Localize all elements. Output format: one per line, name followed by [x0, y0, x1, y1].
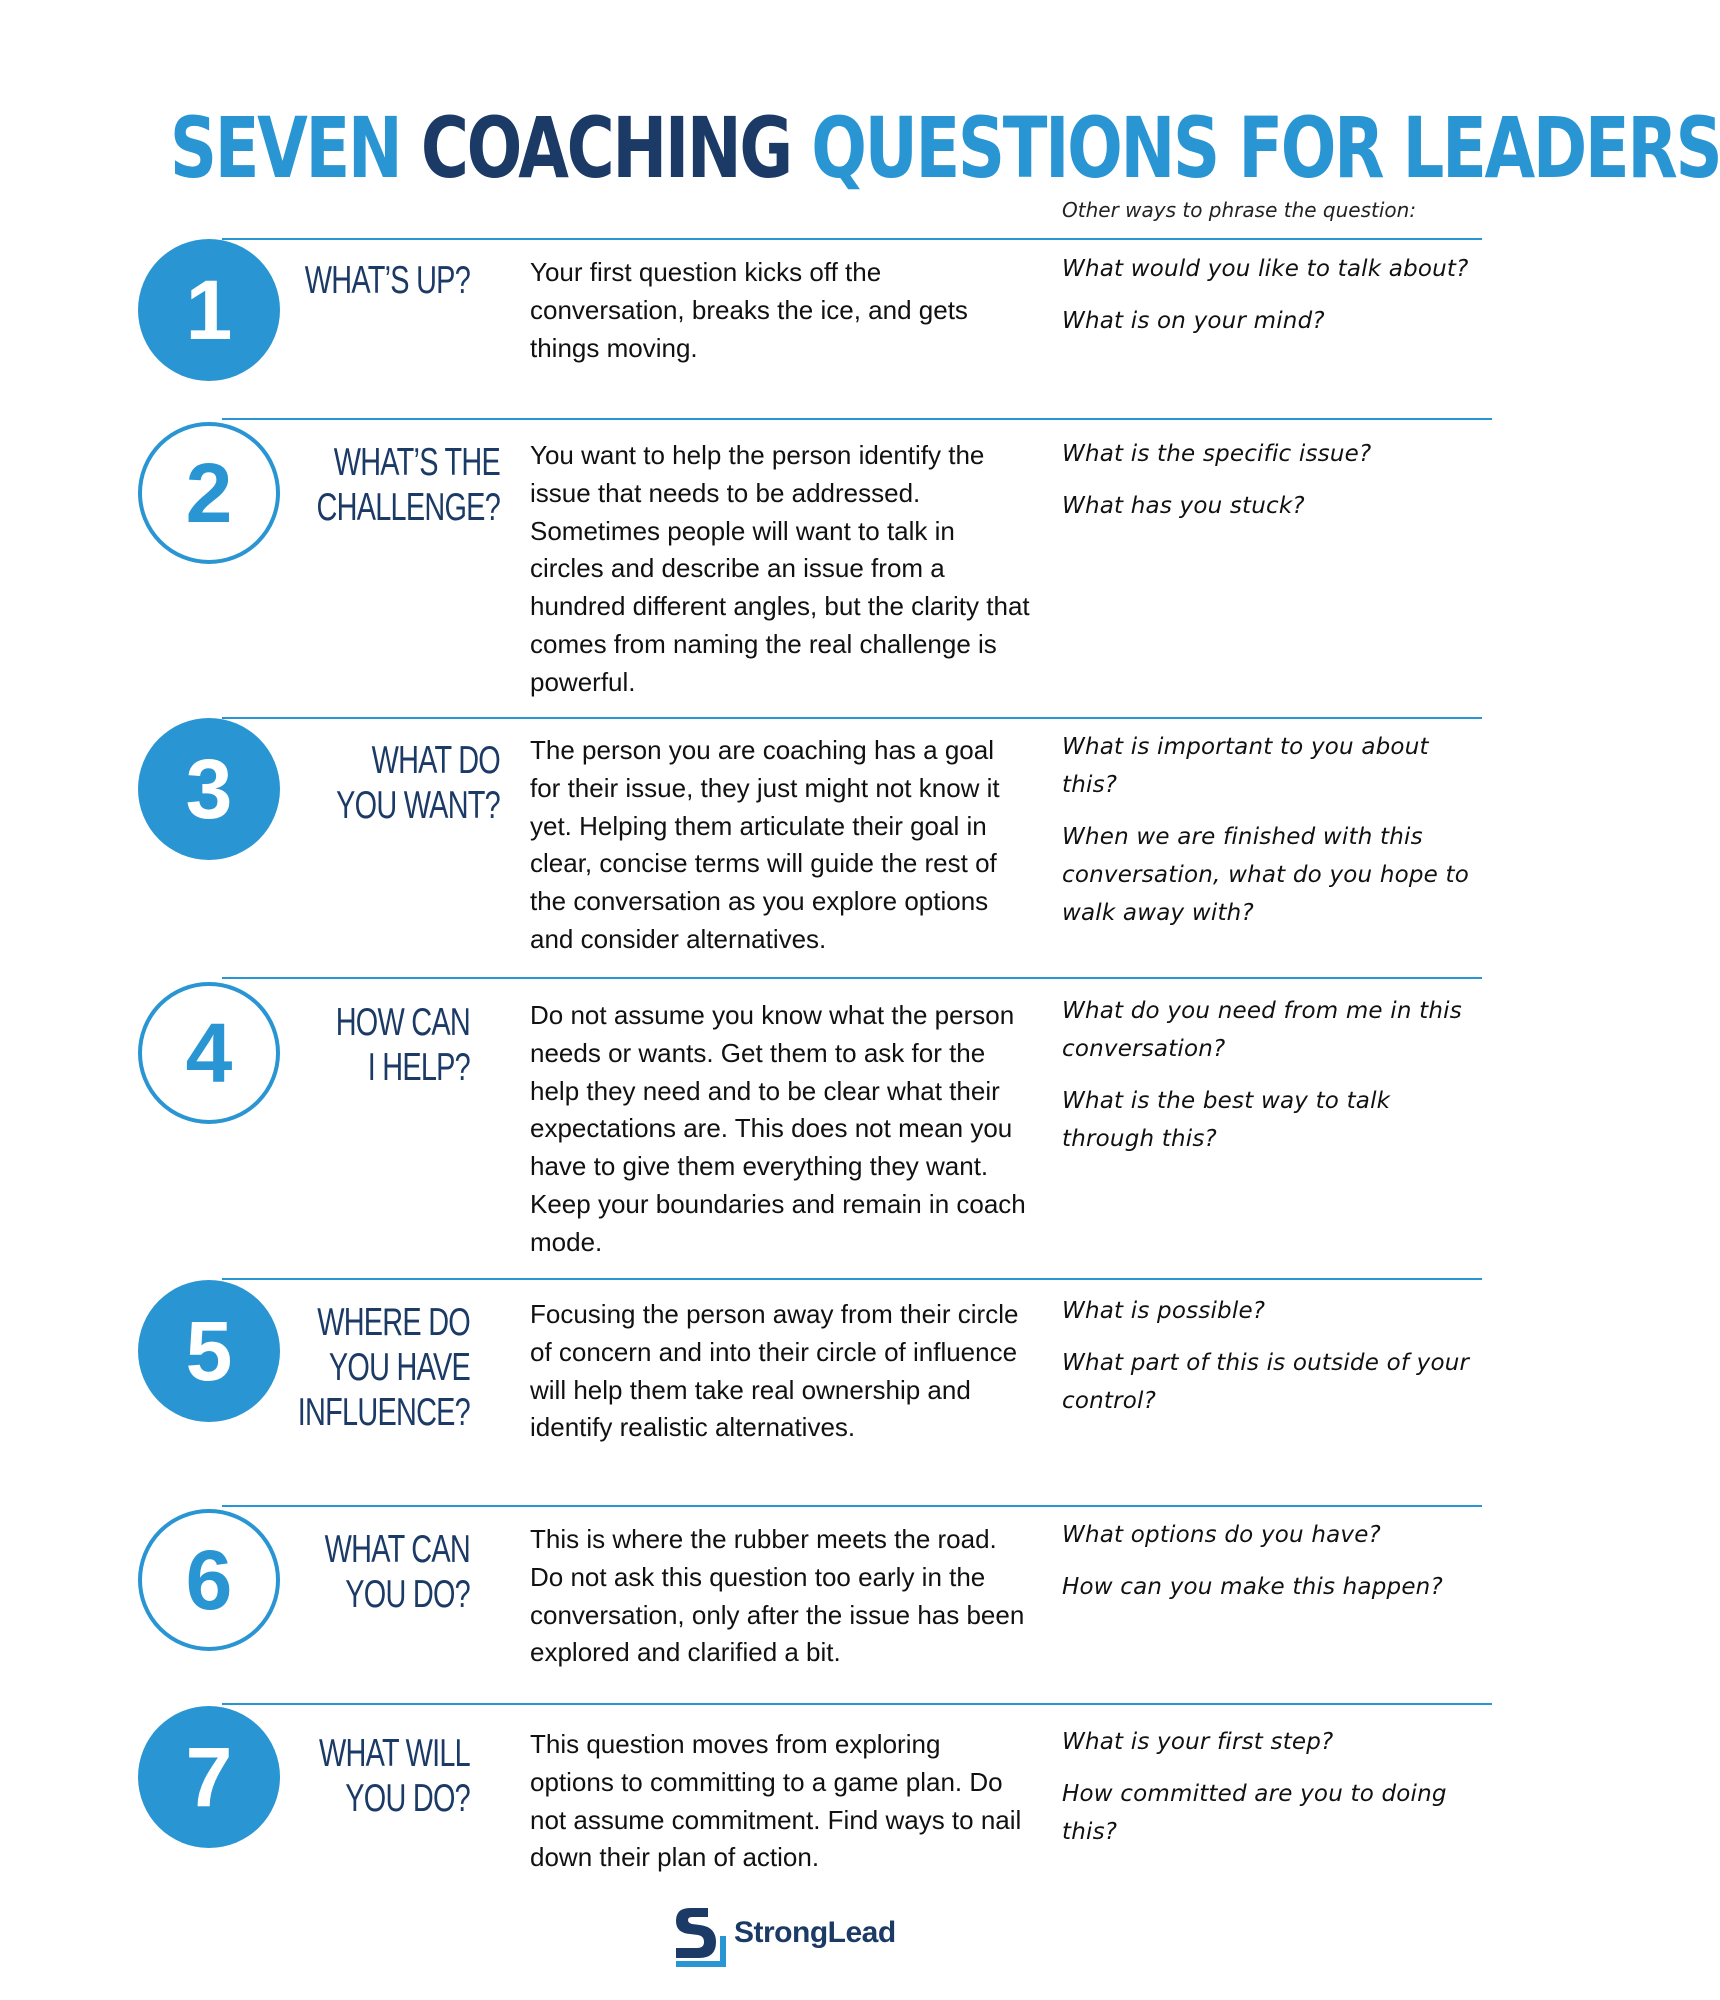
alternative-phrasings [1062, 250, 1482, 354]
row-divider [222, 418, 1492, 420]
question-description: Your first question kicks off the conversation, breaks the ice, and gets things moving. [530, 257, 968, 363]
title-part-coaching: COACHING [420, 99, 791, 198]
row-divider [222, 1505, 1482, 1507]
question-description: Focusing the person away from their circle of concern and into their circle of influence will help them take real ownership and identify realistic alternatives. [530, 1299, 1019, 1443]
alternative-phrasings [1062, 728, 1482, 946]
question-number: 1 [185, 263, 233, 357]
alternative-phrasings [1062, 1516, 1482, 1620]
row-divider [222, 977, 1482, 979]
other-ways-label: Other ways to phrase the question: [1062, 198, 1417, 222]
row-divider [222, 717, 1482, 719]
logo-brand-name: StrongLead [734, 1916, 896, 1949]
alternative-question: What do you need from me in this conversation? [1062, 998, 1462, 1062]
page-title [169, 98, 1720, 198]
alternative-question: How can you make this happen? [1062, 1574, 1443, 1600]
alternative-question: What is on your mind? [1062, 308, 1325, 334]
question-number: 4 [185, 1006, 233, 1100]
question-title: WHAT CAN YOU DO? [324, 1528, 470, 1616]
alternative-phrasings [1062, 992, 1482, 1172]
title-part-seven: SEVEN [169, 99, 421, 198]
question-title: WHAT DO YOU WANT? [336, 739, 500, 827]
question-description: Do not assume you know what the person needs or wants. Get them to ask for the help they need and to be clear what their expectations are. This does not mean you have to give them everything they want. Keep your boundaries and remain in coach mode. [530, 1000, 1026, 1257]
question-number: 7 [185, 1730, 233, 1824]
stronglead-logo [668, 1902, 908, 1968]
question-title: WHERE DO YOU HAVE INFLUENCE? [297, 1301, 470, 1434]
stronglead-logo-icon [668, 1902, 732, 1968]
alternative-question: What is your first step? [1062, 1729, 1334, 1755]
alternative-phrasings [1062, 1292, 1482, 1434]
question-number: 5 [185, 1304, 233, 1398]
row-divider [222, 238, 1482, 240]
question-number: 6 [185, 1533, 233, 1627]
alternative-question: What would you like to talk about? [1062, 256, 1469, 282]
question-description: You want to help the person identify the issue that needs to be addressed. Sometimes people will want to talk in circles and describe an issue from a hundred different angles, but the clarity that comes from naming the real challenge is powerful. [530, 440, 1030, 697]
alternative-question: What is the best way to talk through this? [1062, 1088, 1391, 1152]
question-title: WHAT WILL YOU DO? [318, 1732, 470, 1820]
alternative-question: What is the specific issue? [1062, 441, 1372, 467]
alternative-question: What is possible? [1062, 1298, 1266, 1324]
alternative-question: What options do you have? [1062, 1522, 1381, 1548]
question-title: HOW CAN I HELP? [335, 1001, 470, 1089]
alternative-question: What has you stuck? [1062, 493, 1305, 519]
question-title: WHAT’S THE CHALLENGE? [316, 441, 500, 529]
question-title: WHAT’S UP? [304, 259, 470, 302]
title-part-questions: QUESTIONS FOR LEADERS [790, 99, 1720, 198]
question-description: This question moves from exploring options to committing to a game plan. Do not assume commitment. Find ways to nail down their plan of action. [530, 1729, 1022, 1873]
alternative-question: How committed are you to doing this? [1062, 1781, 1447, 1845]
question-number: 3 [185, 742, 233, 836]
alternative-question: When we are finished with this conversation, what do you hope to walk away with? [1062, 824, 1470, 926]
alternative-phrasings [1062, 435, 1482, 539]
alternative-phrasings [1062, 1723, 1482, 1865]
question-number: 2 [185, 446, 233, 540]
alternative-question: What part of this is outside of your control? [1062, 1350, 1470, 1414]
question-description: This is where the rubber meets the road. Do not ask this question too early in the conversation, only after the issue has been explored and clarified a bit. [530, 1524, 1025, 1668]
alternative-question: What is important to you about this? [1062, 734, 1429, 798]
question-description: The person you are coaching has a goal for their issue, they just might not know it yet. Helping them articulate their goal in clear, concise terms will guide the rest of the conversation as you explore options and consider alternatives. [530, 735, 1000, 954]
row-divider [222, 1278, 1482, 1280]
row-divider [222, 1703, 1492, 1705]
